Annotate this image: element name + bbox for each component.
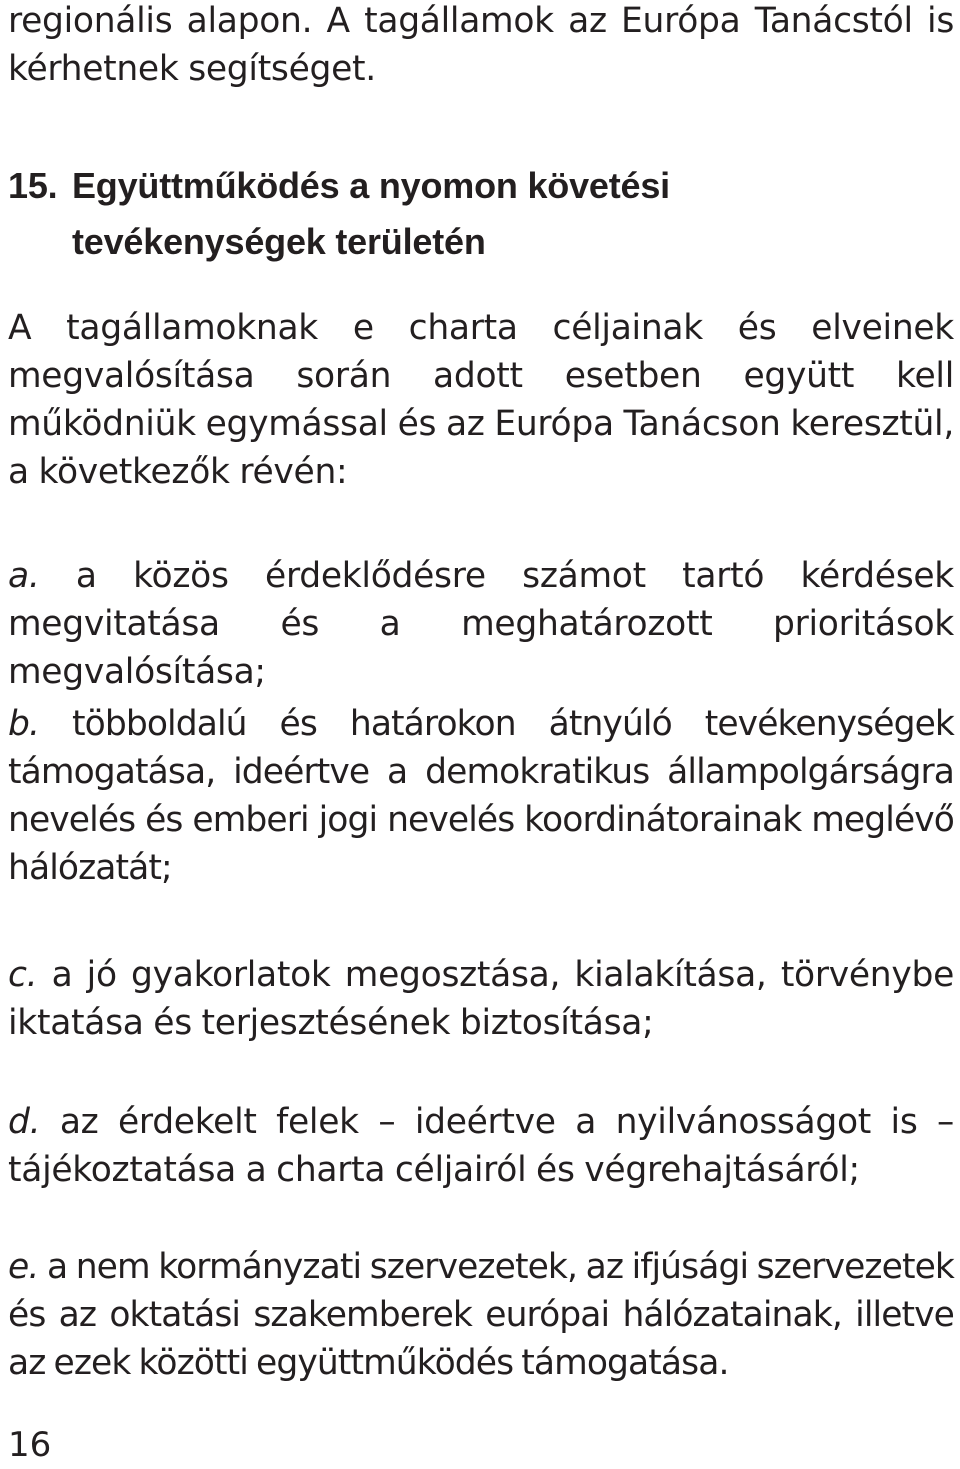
section-heading [8,158,954,270]
section-number: 15. [8,165,58,206]
list-item-b [8,700,954,892]
list-item-text: a közös érdeklődésre számot tartó kérdések megvitatása és a meghatározott prioritások megvalósítása; [8,556,954,692]
list-item-d [8,1098,954,1194]
list-item-e [8,1243,954,1387]
list-item-letter: e. [8,1247,39,1287]
page-number: 16 [8,1425,52,1465]
section-title-line2: tevékenységek területén [72,221,486,262]
intro-continuation-paragraph: regionális alapon. A tagállamok az Európa Tanácstól is kérhetnek segítséget. [8,1,954,89]
list-item-letter: c. [8,955,38,995]
list-item-text: az érdekelt felek – ideértve a nyilvánosságot is – tájékoztatása a charta céljairól és végrehajtásáról; [8,1102,954,1190]
list-item-text: a jó gyakorlatok megosztása, kialakítása, törvénybe iktatása és terjesztésének biztosítása; [8,955,954,1043]
list-item-letter: a. [8,556,40,596]
list-item-text: a nem kormányzati szervezetek, az ifjúsági szervezetek és az oktatási szakemberek európai hálózatainak, illetve az ezek közötti együttműködés támogatása. [8,1247,954,1383]
list-item-letter: b. [8,704,40,744]
list-item-a [8,552,954,696]
list-item-text: többoldalú és határokon átnyúló tevékenységek támogatása, ideértve a demokratikus állampolgárságra nevelés és emberi jogi nevelés koordinátorainak meglévő hálózatát; [8,704,954,888]
lead-paragraph: A tagállamoknak e charta céljainak és elveinek megvalósítása során adott esetben együtt kell működniük egymással és az Európa Tanácson keresztül, a következők révén: [8,308,954,492]
list-item-c [8,951,954,1047]
list-item-letter: d. [8,1102,41,1142]
section-title-line1: Együttműködés a nyomon követési [72,165,670,206]
